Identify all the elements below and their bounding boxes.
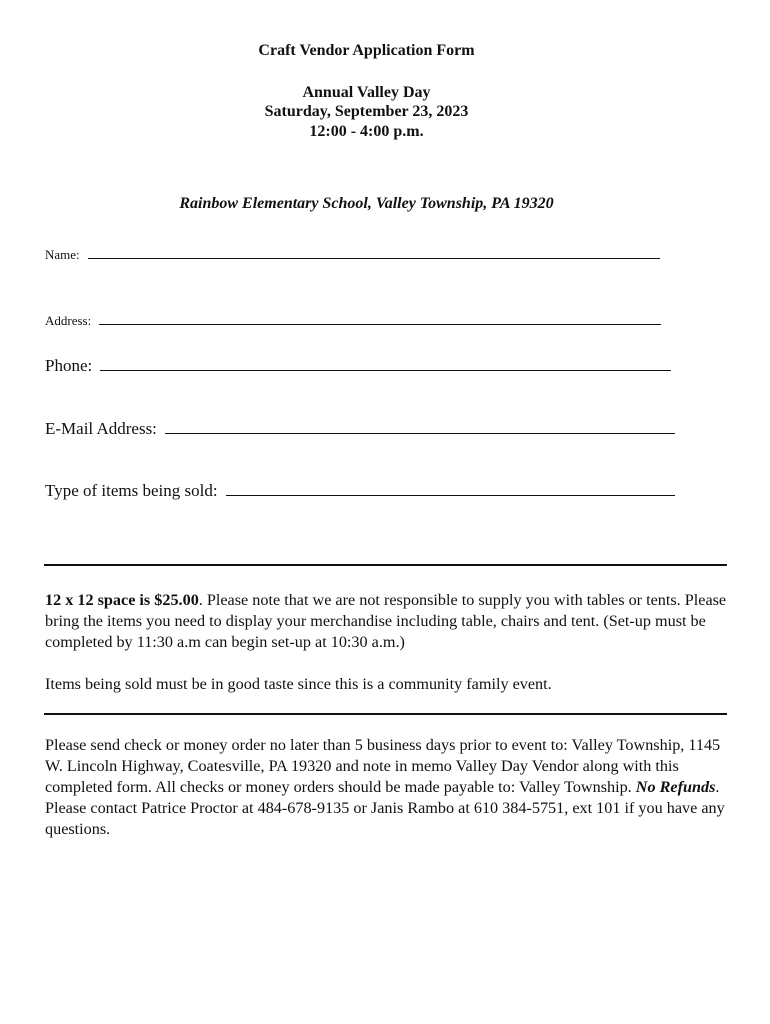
taste-note: Items being sold must be in good taste since this is a community family event. (45, 675, 552, 693)
space-info-text: . Please note that we are not responsible to supply you with tables or tents. Please bring the items you need to display your merchandise including table, chairs and tent. (Set-up must be completed by 11:30 a.m can begin set-up at 10:30 a.m.) (45, 591, 727, 651)
email-input-line[interactable] (165, 432, 675, 434)
address-input-line[interactable] (99, 323, 661, 325)
phone-input-line[interactable] (100, 369, 671, 371)
name-field[interactable] (45, 247, 660, 263)
items-label: Type of items being sold: (45, 481, 218, 500)
email-label: E-Mail Address: (45, 419, 157, 438)
event-date: Saturday, September 23, 2023 (264, 103, 469, 120)
phone-label: Phone: (45, 356, 93, 375)
form-title: Craft Vendor Application Form (258, 42, 475, 59)
items-input-line[interactable] (226, 494, 675, 496)
items-field[interactable] (45, 481, 675, 501)
space-price: 12 x 12 space is $25.00 (45, 591, 199, 609)
payment-info-paragraph (45, 735, 735, 840)
payment-info-text: Please send check or money order no later than 5 business days prior to event to: Valley Township, 1145 W. Lincoln Highway, Coatesville, PA 19320 and note in memo Valley Day Vendor along with this completed form. All checks or money orders should be made payable to: Valley Township. (45, 736, 721, 796)
event-location: Rainbow Elementary School, Valley Township, PA 19320 (179, 195, 554, 212)
address-label: Address: (45, 313, 92, 328)
contact-info-text: . Please contact Patrice Proctor at 484-678-9135 or Janis Rambo at 610 384-5751, ext 101 if you have any questions. (45, 778, 725, 838)
phone-field[interactable] (45, 356, 671, 376)
no-refunds: No Refunds (635, 778, 716, 796)
email-field[interactable] (45, 419, 675, 439)
event-name: Annual Valley Day (302, 84, 431, 101)
name-input-line[interactable] (88, 257, 660, 259)
space-info-paragraph (45, 590, 735, 653)
event-time: 12:00 - 4:00 p.m. (309, 123, 424, 140)
address-field[interactable] (45, 313, 661, 329)
name-label: Name: (45, 247, 80, 262)
divider-rule (44, 564, 727, 566)
divider-rule (44, 713, 727, 715)
